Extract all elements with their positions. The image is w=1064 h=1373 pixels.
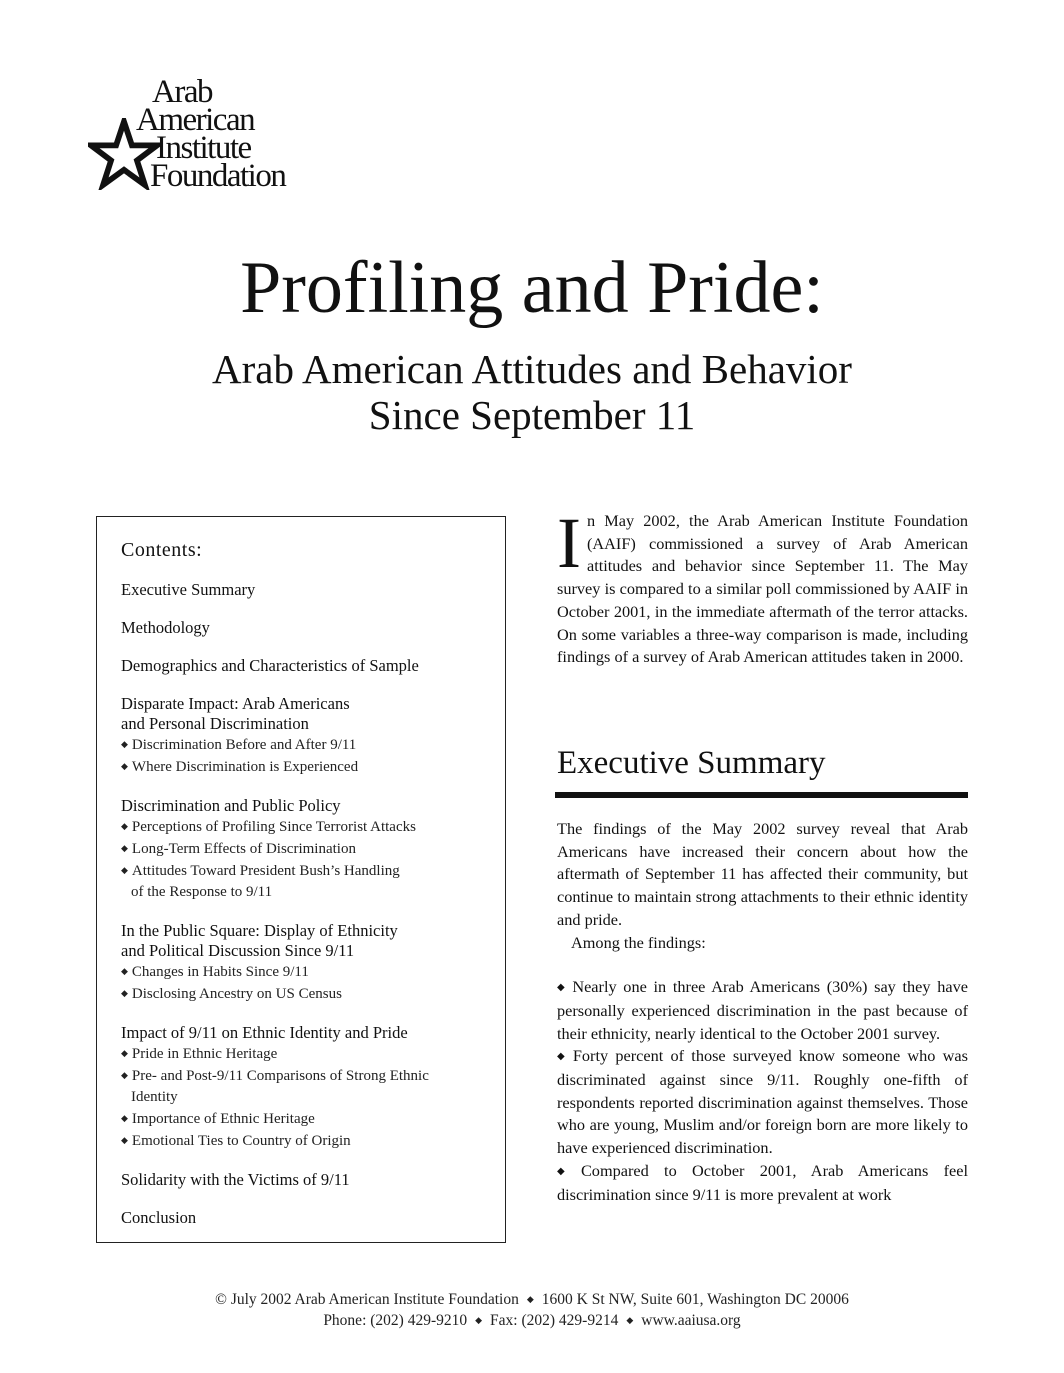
contents-entry-line: Conclusion <box>121 1208 197 1227</box>
subtitle-line: Since September 11 <box>368 392 696 438</box>
section-heading: Executive Summary <box>557 745 826 781</box>
contents-section <box>121 1170 505 1190</box>
logo-line: American <box>136 102 255 138</box>
contents-entry-line: In the Public Square: Display of Ethnicity <box>121 921 398 940</box>
contents-section <box>121 1023 505 1152</box>
contents-subentry-line: Changes in Habits Since 9/11 <box>131 964 309 980</box>
contents-entry-line: and Political Discussion Since 9/11 <box>121 941 355 960</box>
heading-rule <box>555 792 968 798</box>
contents-entry-line: Impact of 9/11 on Ethnic Identity and Pride <box>121 1023 408 1042</box>
contents-entry[interactable] <box>121 1023 505 1043</box>
contents-entry[interactable] <box>121 580 505 600</box>
logo-line: Institute <box>156 130 251 166</box>
diamond-bullet-icon: ◆ <box>121 865 128 875</box>
contents-entry-line: Discrimination and Public Policy <box>121 796 341 815</box>
contents-entry-line: Solidarity with the Victims of 9/11 <box>121 1170 350 1189</box>
contents-entry-line: Methodology <box>121 618 210 637</box>
intro-text: n May 2002, the Arab American Institute Foundation (AAIF) commissioned a survey of Arab American attitudes and behavior since September 11. The May survey is compared to a similar poll commissioned by AAIF in October 2001, in the immediate aftermath of the terror attacks. On some variables a three-way comparison is made, including findings of a survey of Arab American attitudes taken in 2000. <box>557 511 968 667</box>
contents-subentry[interactable] <box>121 1043 505 1065</box>
contents-subentry[interactable] <box>121 1065 505 1108</box>
organization-logo <box>88 74 318 208</box>
diamond-bullet-icon: ◆ <box>121 739 128 749</box>
finding-text: Nearly one in three Arab Americans (30%) say they have personally experienced discrimination in the past because of their ethnicity, nearly identical to the October 2001 survey. <box>557 977 968 1043</box>
footer <box>0 1289 1064 1331</box>
contents-entry-line: and Personal Discrimination <box>121 714 309 733</box>
executive-summary-body <box>557 818 968 1206</box>
contents-entry-line: Executive Summary <box>121 580 256 599</box>
contents-entry[interactable] <box>121 694 505 734</box>
contents-subentry-line: Disclosing Ancestry on US Census <box>131 986 342 1002</box>
diamond-bullet-icon: ◆ <box>557 1051 568 1063</box>
contents-entry[interactable] <box>121 618 505 638</box>
copyright: © July 2002 Arab American Institute Foundation <box>215 1291 519 1308</box>
diamond-bullet-icon: ◆ <box>557 982 568 994</box>
website-link[interactable]: www.aaiusa.org <box>641 1312 741 1329</box>
contents-entry[interactable] <box>121 921 505 961</box>
findings-lead: Among the findings: <box>571 932 706 952</box>
finding-text: Compared to October 2001, Arab Americans feel discrimination since 9/11 is more prevalent at work <box>557 1160 968 1204</box>
logo-line: Foundation <box>150 158 286 194</box>
fax: Fax: (202) 429-9214 <box>490 1312 619 1329</box>
contents-subentry[interactable] <box>121 983 505 1005</box>
finding-text: Forty percent of those surveyed know someone who was discriminated against since 9/11. Roughly one-fifth of respondents reported discrimination against themselves. Those who are young, Muslim and/or foreign born are more likely to have experienced discrimination. <box>557 1046 968 1158</box>
contents-section <box>121 618 505 638</box>
address: 1600 K St NW, Suite 601, Washington DC 20006 <box>541 1291 849 1308</box>
diamond-icon: ◆ <box>526 1294 534 1304</box>
contents-section <box>121 796 505 903</box>
contents-subentry[interactable] <box>121 1130 505 1152</box>
diamond-bullet-icon: ◆ <box>557 1165 576 1177</box>
page-title: Profiling and Pride: <box>240 247 824 329</box>
contents-entry-line: Demographics and Characteristics of Sample <box>121 656 419 675</box>
contents-section <box>121 921 505 1005</box>
subtitle <box>0 346 1064 438</box>
contents-section <box>121 1208 505 1228</box>
contents-subentry[interactable] <box>121 860 505 903</box>
contents-subentry-line: Pre- and Post-9/11 Comparisons of Strong Ethnic <box>131 1068 429 1084</box>
contents-subentry[interactable] <box>121 756 505 778</box>
diamond-bullet-icon: ◆ <box>121 821 128 831</box>
contents-subentry-line: Where Discrimination is Experienced <box>131 759 359 775</box>
contents-subentry[interactable] <box>121 1108 505 1130</box>
contents-subentry-line: Attitudes Toward President Bush’s Handling <box>131 863 400 879</box>
diamond-bullet-icon: ◆ <box>121 1113 128 1123</box>
contents-entry[interactable] <box>121 1208 505 1228</box>
diamond-bullet-icon: ◆ <box>121 1048 128 1058</box>
contents-entry-line: Disparate Impact: Arab Americans <box>121 694 350 713</box>
contents-subentry-line: Perceptions of Profiling Since Terrorist Attacks <box>131 819 416 835</box>
diamond-bullet-icon: ◆ <box>121 1070 128 1080</box>
contents-section <box>121 694 505 778</box>
contents-entry[interactable] <box>121 656 505 676</box>
finding-bullet <box>557 1160 968 1206</box>
contents-subentry[interactable] <box>121 961 505 983</box>
contents-subentry-line: Long-Term Effects of Discrimination <box>131 841 356 857</box>
contents-subentry-line: Identity <box>131 1089 178 1105</box>
contents-subentry-line: of the Response to 9/11 <box>131 884 273 900</box>
diamond-bullet-icon: ◆ <box>121 761 128 771</box>
contents-subentry-line: Emotional Ties to Country of Origin <box>131 1133 351 1149</box>
diamond-bullet-icon: ◆ <box>121 966 128 976</box>
diamond-icon: ◆ <box>475 1315 483 1325</box>
contents-subentry[interactable] <box>121 734 505 756</box>
finding-bullet <box>557 1045 968 1160</box>
summary-paragraph: The findings of the May 2002 survey reveal that Arab Americans have increased their concern about how the aftermath of September 11 has affected their community, but continue to maintain strong attachments to their ethnic identity and pride. <box>557 819 968 929</box>
diamond-icon: ◆ <box>626 1315 634 1325</box>
intro-paragraph <box>557 503 968 669</box>
contents-section <box>121 656 505 676</box>
diamond-bullet-icon: ◆ <box>121 1135 128 1145</box>
phone: Phone: (202) 429-9210 <box>323 1312 468 1329</box>
finding-bullet <box>557 976 968 1045</box>
contents-subentry-line: Pride in Ethnic Heritage <box>131 1046 278 1062</box>
diamond-bullet-icon: ◆ <box>121 988 128 998</box>
contents-subentry[interactable] <box>121 838 505 860</box>
contents-box <box>96 516 506 1243</box>
diamond-bullet-icon: ◆ <box>121 843 128 853</box>
contents-subentry-line: Importance of Ethnic Heritage <box>131 1111 315 1127</box>
contents-entry[interactable] <box>121 796 505 816</box>
subtitle-line: Arab American Attitudes and Behavior <box>212 346 852 392</box>
contents-section <box>121 580 505 600</box>
contents-entry[interactable] <box>121 1170 505 1190</box>
drop-cap: I <box>557 503 581 583</box>
contents-heading: Contents: <box>121 539 203 561</box>
contents-subentry[interactable] <box>121 816 505 838</box>
logo-line: Arab <box>152 74 212 110</box>
contents-subentry-line: Discrimination Before and After 9/11 <box>131 737 357 753</box>
